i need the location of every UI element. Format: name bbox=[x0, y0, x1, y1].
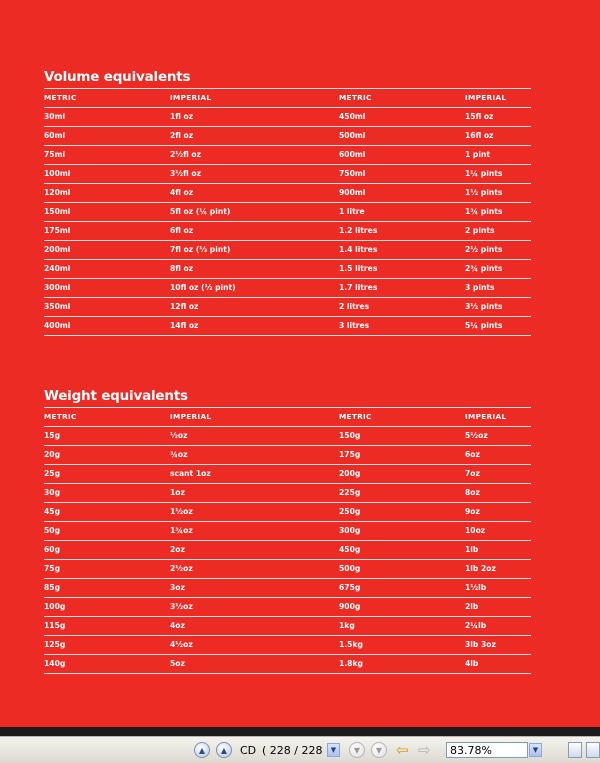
first-page-button[interactable] bbox=[194, 741, 210, 759]
table-cell: 225g bbox=[339, 484, 465, 503]
table-cell: 3 pints bbox=[465, 279, 531, 298]
table-cell: 5fl oz (¼ pint) bbox=[170, 203, 339, 222]
last-page-button[interactable] bbox=[371, 741, 387, 759]
table-cell: 2¾ pints bbox=[465, 260, 531, 279]
chevron-down-icon: ▼ bbox=[529, 743, 542, 757]
table-cell: 1lb bbox=[465, 541, 531, 560]
volume-equivalents-section bbox=[44, 67, 531, 336]
table-cell: 2 litres bbox=[339, 298, 465, 317]
table-cell: 3lb 3oz bbox=[465, 636, 531, 655]
page-number-field[interactable] bbox=[262, 741, 330, 759]
table-cell: ¾oz bbox=[170, 446, 339, 465]
table-cell: 16fl oz bbox=[465, 127, 531, 146]
table-cell: 1½ pints bbox=[465, 184, 531, 203]
table-row bbox=[44, 598, 531, 617]
table-cell: 60g bbox=[44, 541, 170, 560]
table-cell: 125g bbox=[44, 636, 170, 655]
table-cell: 1.8kg bbox=[339, 655, 465, 674]
table-cell: 75ml bbox=[44, 146, 170, 165]
table-cell: 15g bbox=[44, 427, 170, 446]
table-row bbox=[44, 522, 531, 541]
column-header: METRIC bbox=[44, 89, 170, 108]
page-label: CD bbox=[240, 743, 257, 757]
volume-title: Volume equivalents bbox=[44, 69, 191, 85]
table-cell: 4fl oz bbox=[170, 184, 339, 203]
previous-page-button[interactable] bbox=[216, 741, 232, 759]
table-cell: 4lb bbox=[465, 655, 531, 674]
table-cell: 5½oz bbox=[465, 427, 531, 446]
table-cell: 15fl oz bbox=[465, 108, 531, 127]
table-row bbox=[44, 484, 531, 503]
table-cell: 1¾ pints bbox=[465, 203, 531, 222]
table-cell: 3½ pints bbox=[465, 298, 531, 317]
table-cell: 150g bbox=[339, 427, 465, 446]
table-cell: 115g bbox=[44, 617, 170, 636]
continuous-view-button[interactable] bbox=[586, 741, 600, 759]
table-cell: 3 litres bbox=[339, 317, 465, 336]
table-row bbox=[44, 655, 531, 674]
table-cell: 4½oz bbox=[170, 636, 339, 655]
table-cell: 750ml bbox=[339, 165, 465, 184]
table-cell: 500g bbox=[339, 560, 465, 579]
table-cell: 2oz bbox=[170, 541, 339, 560]
table-row bbox=[44, 184, 531, 203]
table-header-row bbox=[44, 408, 531, 427]
table-cell: 350ml bbox=[44, 298, 170, 317]
single-page-view-button[interactable] bbox=[568, 741, 582, 759]
table-cell: 2lb bbox=[465, 598, 531, 617]
table-cell: 1.7 litres bbox=[339, 279, 465, 298]
previous-page-icon: ▲ bbox=[216, 742, 232, 758]
table-cell: 6oz bbox=[465, 446, 531, 465]
zoom-select[interactable] bbox=[446, 741, 542, 759]
column-header: METRIC bbox=[339, 89, 465, 108]
table-cell: 1¾oz bbox=[170, 522, 339, 541]
first-page-icon: ▲ bbox=[194, 742, 210, 758]
table-cell: 8oz bbox=[465, 484, 531, 503]
table-cell: 450g bbox=[339, 541, 465, 560]
table-cell: scant 1oz bbox=[170, 465, 339, 484]
table-cell: 120ml bbox=[44, 184, 170, 203]
table-cell: 250g bbox=[339, 503, 465, 522]
back-icon: ⇦ bbox=[396, 741, 409, 759]
table-cell: 45g bbox=[44, 503, 170, 522]
forward-icon: ⇨ bbox=[418, 741, 431, 759]
table-cell: 5oz bbox=[170, 655, 339, 674]
table-row bbox=[44, 503, 531, 522]
table-cell: 50g bbox=[44, 522, 170, 541]
table-cell: 75g bbox=[44, 560, 170, 579]
table-cell: 6fl oz bbox=[170, 222, 339, 241]
table-cell: 10oz bbox=[465, 522, 531, 541]
table-cell: 9oz bbox=[465, 503, 531, 522]
table-cell: 2½ pints bbox=[465, 241, 531, 260]
next-page-button[interactable] bbox=[349, 741, 365, 759]
back-button[interactable] bbox=[396, 741, 409, 759]
table-row bbox=[44, 465, 531, 484]
table-cell: 1.5kg bbox=[339, 636, 465, 655]
volume-table bbox=[44, 88, 531, 336]
page-dropdown-button[interactable] bbox=[327, 741, 340, 759]
table-cell: 2¼lb bbox=[465, 617, 531, 636]
table-cell: 3½oz bbox=[170, 598, 339, 617]
table-cell: 100g bbox=[44, 598, 170, 617]
table-cell: 1.4 litres bbox=[339, 241, 465, 260]
table-row bbox=[44, 222, 531, 241]
table-cell: 10fl oz (½ pint) bbox=[170, 279, 339, 298]
table-row bbox=[44, 165, 531, 184]
table-cell: 5¼ pints bbox=[465, 317, 531, 336]
table-cell: 600ml bbox=[339, 146, 465, 165]
table-row bbox=[44, 636, 531, 655]
table-cell: 100ml bbox=[44, 165, 170, 184]
table-cell: 8fl oz bbox=[170, 260, 339, 279]
table-cell: ½oz bbox=[170, 427, 339, 446]
table-cell: 1½lb bbox=[465, 579, 531, 598]
column-header: METRIC bbox=[44, 408, 170, 427]
table-cell: 1oz bbox=[170, 484, 339, 503]
table-cell: 675g bbox=[339, 579, 465, 598]
table-row bbox=[44, 127, 531, 146]
single-page-view-icon bbox=[568, 742, 582, 758]
table-row bbox=[44, 560, 531, 579]
table-cell: 85g bbox=[44, 579, 170, 598]
table-cell: 60ml bbox=[44, 127, 170, 146]
column-header: IMPERIAL bbox=[465, 89, 531, 108]
table-cell: 20g bbox=[44, 446, 170, 465]
table-row bbox=[44, 541, 531, 560]
table-cell: 500ml bbox=[339, 127, 465, 146]
column-header: METRIC bbox=[339, 408, 465, 427]
column-header: IMPERIAL bbox=[465, 408, 531, 427]
table-cell: 2fl oz bbox=[170, 127, 339, 146]
table-cell: 14fl oz bbox=[170, 317, 339, 336]
weight-equivalents-section bbox=[44, 386, 531, 674]
table-cell: 1½oz bbox=[170, 503, 339, 522]
table-cell: 1fl oz bbox=[170, 108, 339, 127]
table-row bbox=[44, 241, 531, 260]
table-row bbox=[44, 108, 531, 127]
table-row bbox=[44, 427, 531, 446]
table-cell: 150ml bbox=[44, 203, 170, 222]
table-cell: 175ml bbox=[44, 222, 170, 241]
table-row bbox=[44, 203, 531, 222]
table-row bbox=[44, 446, 531, 465]
table-cell: 4oz bbox=[170, 617, 339, 636]
last-page-icon: ▼ bbox=[371, 742, 387, 758]
table-cell: 30ml bbox=[44, 108, 170, 127]
weight-title: Weight equivalents bbox=[44, 388, 188, 404]
table-cell: 7oz bbox=[465, 465, 531, 484]
table-cell: 2½oz bbox=[170, 560, 339, 579]
table-cell: 1.2 litres bbox=[339, 222, 465, 241]
table-cell: 140g bbox=[44, 655, 170, 674]
table-row bbox=[44, 146, 531, 165]
table-cell: 12fl oz bbox=[170, 298, 339, 317]
table-cell: 900g bbox=[339, 598, 465, 617]
table-row bbox=[44, 298, 531, 317]
continuous-view-icon bbox=[586, 742, 600, 758]
table-cell: 25g bbox=[44, 465, 170, 484]
forward-button[interactable] bbox=[418, 741, 431, 759]
column-header: IMPERIAL bbox=[170, 89, 339, 108]
table-cell: 300ml bbox=[44, 279, 170, 298]
table-row bbox=[44, 617, 531, 636]
column-header: IMPERIAL bbox=[170, 408, 339, 427]
chevron-down-icon: ▼ bbox=[327, 743, 340, 757]
viewer-gap bbox=[0, 727, 600, 736]
table-header-row bbox=[44, 89, 531, 108]
table-cell: 175g bbox=[339, 446, 465, 465]
table-cell: 1lb 2oz bbox=[465, 560, 531, 579]
table-cell: 1¼ pints bbox=[465, 165, 531, 184]
table-cell: 1.5 litres bbox=[339, 260, 465, 279]
table-cell: 3oz bbox=[170, 579, 339, 598]
weight-table bbox=[44, 407, 531, 674]
table-cell: 30g bbox=[44, 484, 170, 503]
table-cell: 1 pint bbox=[465, 146, 531, 165]
table-cell: 200g bbox=[339, 465, 465, 484]
table-cell: 200ml bbox=[44, 241, 170, 260]
next-page-icon: ▼ bbox=[349, 742, 365, 758]
table-cell: 1 litre bbox=[339, 203, 465, 222]
table-cell: 300g bbox=[339, 522, 465, 541]
table-cell: 450ml bbox=[339, 108, 465, 127]
table-cell: 3½fl oz bbox=[170, 165, 339, 184]
table-row bbox=[44, 317, 531, 336]
table-cell: 2½fl oz bbox=[170, 146, 339, 165]
table-cell: 900ml bbox=[339, 184, 465, 203]
table-cell: 400ml bbox=[44, 317, 170, 336]
table-row bbox=[44, 579, 531, 598]
table-cell: 1kg bbox=[339, 617, 465, 636]
table-row bbox=[44, 279, 531, 298]
table-cell: 7fl oz (⅓ pint) bbox=[170, 241, 339, 260]
table-cell: 2 pints bbox=[465, 222, 531, 241]
zoom-value: 83.78% bbox=[446, 742, 528, 758]
table-row bbox=[44, 260, 531, 279]
page-number-value: ( 228 / 228 bbox=[262, 743, 323, 757]
viewer-toolbar bbox=[0, 736, 600, 763]
table-cell: 240ml bbox=[44, 260, 170, 279]
